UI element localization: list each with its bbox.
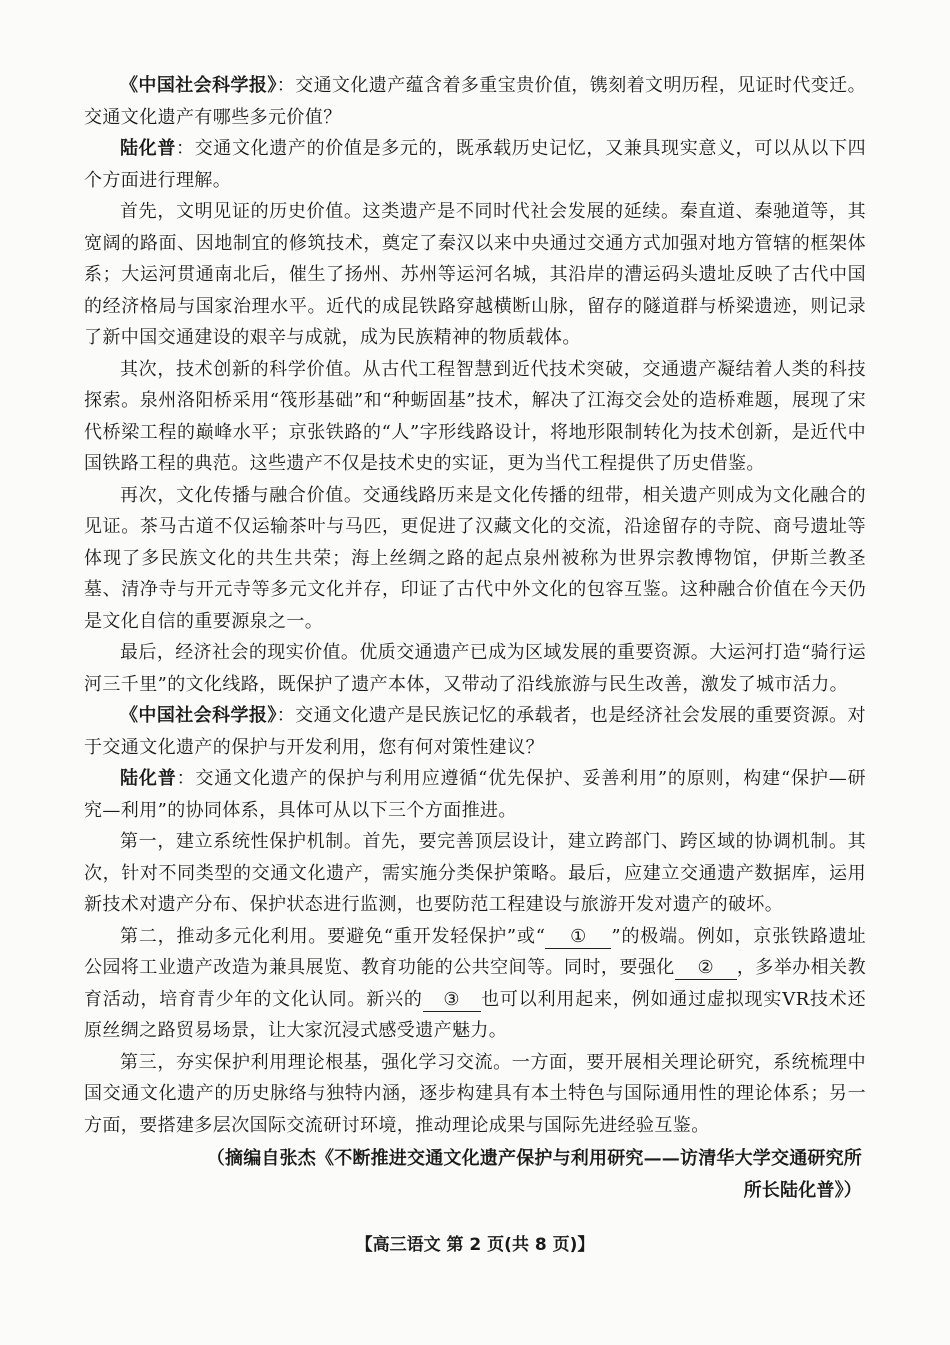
paragraph-economic-value: 最后，经济社会的现实价值。优质交通遗产已成为区域发展的重要资源。大运河打造“骑行运河三千里”的文化线路，既保护了遗产本体，又带动了沿线旅游与民生改善，激发了城市活力。 [84, 642, 866, 695]
page-footer [0, 1230, 950, 1255]
speaker-label: 陆化普 [120, 768, 177, 789]
paragraph-diversified-use [84, 921, 866, 1047]
interview-question-1 [84, 70, 866, 133]
footer-page-number: 第 2 页(共 8 页)】 [446, 1235, 595, 1255]
paragraph-protection-mechanism: 第一，建立系统性保护机制。首先，要完善顶层设计，建立跨部门、跨区域的协调机制。其次，针对不同类型的交通文化遗产，需实施分类保护策略。最后，应建立交通遗产数据库，运用新技术对遗产分布、保护状态进行监测，也要防范工程建设与旅游开发对遗产的破坏。 [84, 831, 866, 915]
speaker-label: 陆化普 [120, 138, 176, 159]
paragraph-scientific-value: 其次，技术创新的科学价值。从古代工程智慧到近代技术突破，交通遗产凝结着人类的科技探索。泉州洛阳桥采用“筏形基础”和“种蛎固基”技术，解决了江海交会处的造桥难题，展现了宋代桥梁工程的巅峰水平；京张铁路的“人”字形线路设计，将地形限制转化为技术创新，是近代中国铁路工程的典范。这些遗产不仅是技术史的实证，更为当代工程提供了历史借鉴。 [84, 358, 866, 474]
paragraph-text: ：交通文化遗产是民族记忆的承载者，也是经济社会发展的重要资源。对于交通文化遗产的保护与开发利用，您有何对策性建议？ [84, 705, 866, 758]
paragraph-cultural-value: 再次，文化传播与融合价值。交通线路历来是文化传播的纽带，相关遗产则成为文化融合的见证。茶马古道不仅运输茶叶与马匹，更促进了汉藏文化的交流，沿途留存的寺院、商号遗址等体现了多民族文化的共生共荣；海上丝绸之路的起点泉州被称为世界宗教博物馆，伊斯兰教圣墓、清净寺与开元寺等多元文化并存，印证了古代中外文化的包容互鉴。这种融合价值在今天仍是文化自信的重要源泉之一。 [84, 484, 866, 632]
paragraph-text: ：交通文化遗产的保护与利用应遵循“优先保护、妥善利用”的原则，构建“保护—研究—利用”的协同体系，具体可从以下三个方面推进。 [84, 768, 867, 821]
fill-blank-1: ① [545, 926, 611, 949]
source-line: （摘编自张杰《不断推进交通文化遗产保护与利用研究——访清华大学交通研究所 [206, 1148, 862, 1169]
source-citation [84, 1143, 862, 1206]
article-body [84, 70, 866, 1206]
interview-answer-1 [84, 133, 866, 196]
paragraph-text: ，多举办相关教育活动，培育青少年的文化认同。新兴的 [84, 957, 866, 1010]
speaker-label: 《中国社会科学报》 [120, 75, 277, 96]
paragraph-text: ”的极端。例如，京张铁路遗址公园将工业遗产改造为兼具展览、教育功能的公共空间等。同时，要强化 [84, 925, 866, 978]
paragraph-historical-value: 首先，文明见证的历史价值。这类遗产是不同时代社会发展的延续。秦直道、秦驰道等，其宽阔的路面、因地制宜的修筑技术，奠定了秦汉以来中央通过交通方式加强对地方管辖的框架体系；大运河贯通南北后，催生了扬州、苏州等运河名城，其沿岸的漕运码头遗址反映了古代中国的经济格局与国家治理水平。近代的成昆铁路穿越横断山脉，留存的隧道群与桥梁遗迹，则记录了新中国交通建设的艰辛与成就，成为民族精神的物质载体。 [84, 201, 866, 348]
paragraph-text: 第二，推动多元化利用。要避免“重开发轻保护”或“ [120, 925, 546, 947]
paragraph-text: ：交通文化遗产蕴含着多重宝贵价值，镌刻着文明历程，见证时代变迁。交通文化遗产有哪些多元价值？ [84, 75, 866, 128]
source-line: 所长陆化普》） [743, 1179, 862, 1201]
speaker-label: 《中国社会科学报》 [120, 705, 277, 726]
interview-answer-2 [84, 763, 866, 826]
interview-question-2 [84, 700, 866, 763]
paragraph-theory-foundation: 第三，夯实保护利用理论根基，强化学习交流。一方面，要开展相关理论研究，系统梳理中国交通文化遗产的历史脉络与独特内涵，逐步构建具有本土特色与国际通用性的理论体系；另一方面，要搭建多层次国际交流研讨环境，推动理论成果与国际先进经验互鉴。 [84, 1051, 866, 1136]
paragraph-text: 也可以利用起来，例如通过虚拟现实VR技术还原丝绸之路贸易场景，让大家沉浸式感受遗产魅力。 [84, 988, 866, 1041]
fill-blank-2: ② [675, 957, 737, 980]
fill-blank-3: ③ [423, 989, 481, 1012]
footer-subject: 【高三语文 [355, 1235, 441, 1255]
paragraph-text: ：交通文化遗产的价值是多元的，既承载历史记忆，又兼具现实意义，可以从以下四个方面进行理解。 [84, 138, 867, 191]
